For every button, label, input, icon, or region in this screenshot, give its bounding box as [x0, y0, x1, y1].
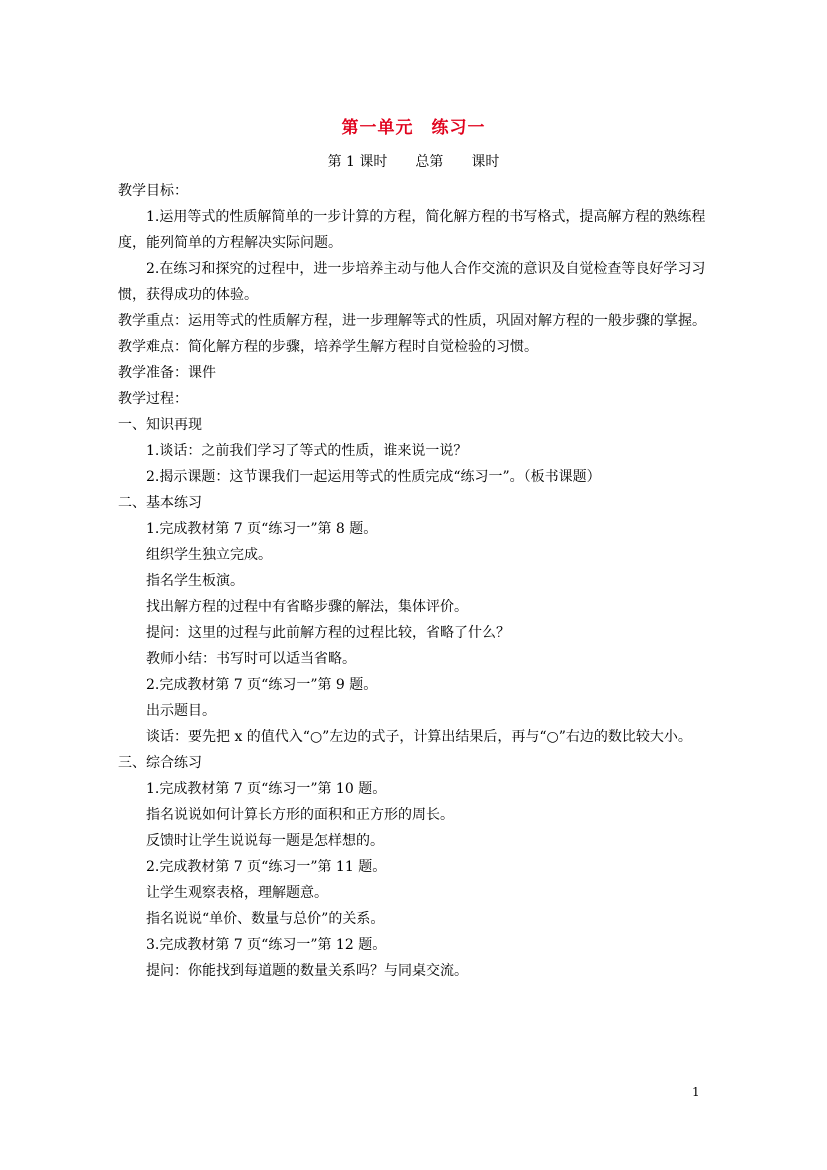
process-step: 1.完成教材第 7 页“练习一”第 10 题。 — [146, 781, 387, 797]
objective-item: 1.运用等式的性质解简单的一步计算的方程，简化解方程的书写格式，提高解方程的熟练程度，能列简单的方程解决实际问题。 — [118, 209, 706, 251]
process-step: 1.完成教材第 7 页“练习一”第 8 题。 — [146, 521, 378, 537]
process-step: 组织学生独立完成。 — [146, 547, 272, 563]
lesson-body — [118, 178, 710, 984]
section-heading: 教学过程： — [118, 391, 188, 407]
lesson-period: 第 1 课时 总第 课时 — [327, 154, 500, 170]
section-heading: 教学目标： — [118, 183, 188, 199]
process-step: 指名说说如何计算长方形的面积和正方形的周长。 — [146, 807, 454, 823]
objective-item: 2.在练习和探究的过程中，进一步培养主动与他人合作交流的意识及自觉检查等良好学习习惯，获得成功的体验。 — [118, 261, 706, 303]
process-step: 提问：你能找到每道题的数量关系吗？与同桌交流。 — [146, 963, 468, 979]
lesson-title: 第一单元 练习一 — [341, 118, 486, 138]
process-step: 提问：这里的过程与此前解方程的过程比较，省略了什么？ — [146, 625, 510, 641]
process-step: 1.谈话：之前我们学习了等式的性质，谁来说一说？ — [146, 443, 468, 459]
process-step: 3.完成教材第 7 页“练习一”第 12 题。 — [146, 937, 387, 953]
page-number: 1 — [692, 1085, 700, 1099]
section-heading: 二、基本练习 — [118, 495, 202, 511]
process-step: 找出解方程的过程中有省略步骤的解法，集体评价。 — [146, 599, 468, 615]
process-step: 教师小结：书写时可以适当省略。 — [146, 651, 356, 667]
process-step: 2.揭示课题：这节课我们一起运用等式的性质完成“练习一”。（板书课题） — [146, 469, 601, 485]
process-step: 指名说说“单价、数量与总价”的关系。 — [146, 911, 385, 927]
section-heading: 一、知识再现 — [118, 417, 202, 433]
process-step: 指名学生板演。 — [146, 573, 244, 589]
key-point: 教学重点：运用等式的性质解方程，进一步理解等式的性质，巩固对解方程的一般步骤的掌握。 — [118, 313, 706, 329]
process-step: 2.完成教材第 7 页“练习一”第 9 题。 — [146, 677, 378, 693]
process-step: 谈话：要先把 x 的值代入“○”左边的式子，计算出结果后，再与“○”右边的数比较大小。 — [146, 729, 692, 745]
preparation: 教学准备：课件 — [118, 365, 216, 381]
process-step: 让学生观察表格，理解题意。 — [146, 885, 328, 901]
process-step: 出示题目。 — [146, 703, 216, 719]
difficult-point: 教学难点：简化解方程的步骤，培养学生解方程时自觉检验的习惯。 — [118, 339, 538, 355]
process-step: 反馈时让学生说说每一题是怎样想的。 — [146, 833, 384, 849]
process-step: 2.完成教材第 7 页“练习一”第 11 题。 — [146, 859, 387, 875]
section-heading: 三、综合练习 — [118, 755, 202, 771]
